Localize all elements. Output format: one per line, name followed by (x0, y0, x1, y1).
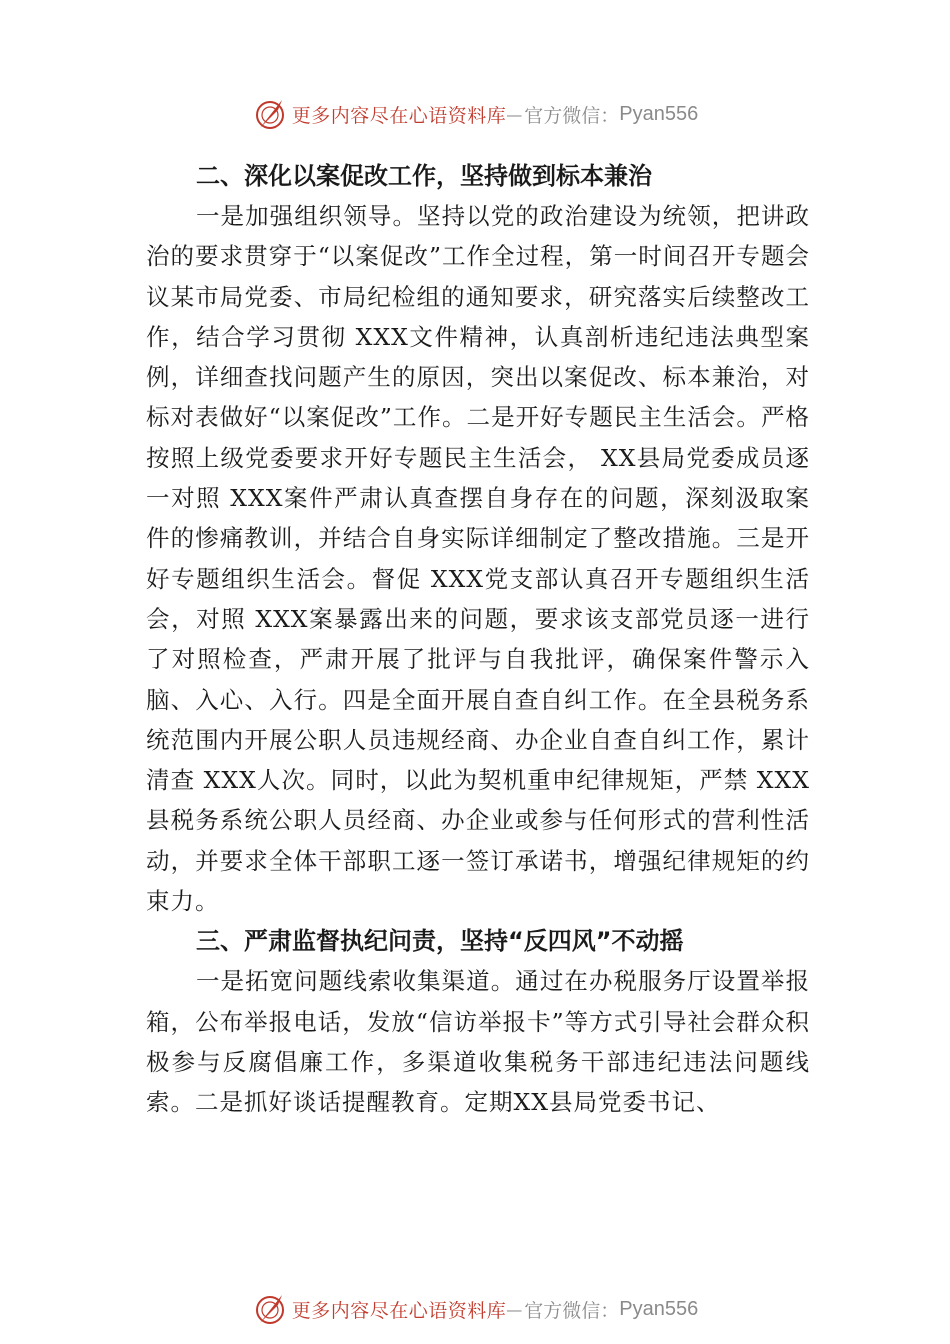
banner-wechat-id: Pyan556 (619, 102, 699, 125)
section-heading-2: 二、深化以案促改工作，坚持做到标本兼治 (196, 162, 652, 190)
header-watermark (0, 92, 950, 136)
banner-site-name: 更多内容尽在心语资料库 (291, 104, 507, 127)
footer-watermark (0, 1287, 950, 1331)
banner-wechat-label: 官方微信： (524, 1299, 620, 1322)
banner-wechat-id: Pyan556 (619, 1297, 699, 1320)
banner-site-name: 更多内容尽在心语资料库 (291, 1299, 507, 1322)
quill-seal-icon (252, 96, 288, 132)
section-heading-3: 三、严肃监督执纪问责，坚持“反四风”不动摇 (196, 927, 684, 956)
banner-separator: — (506, 1299, 523, 1319)
section-paragraph-3: 一是拓宽问题线索收集渠道。通过在办税服务厅设置举报箱，公布举报电话，发放“信访举报卡”等方式引导社会群众积极参与反腐倡廉工作，多渠道收集税务干部违纪违法问题线索。二是抓好谈话提醒教育。定期XX县局党委书记、 (146, 967, 810, 1117)
section-paragraph-2: 一是加强组织领导。坚持以党的政治建设为统领，把讲政治的要求贯穿于“以案促改”工作全过程，第一时间召开专题会议某市局党委、市局纪检组的通知要求，研究落实后续整改工作，结合学习贯彻 XXX文件精神，认真剖析违纪违法典型案例，详细查找问题产生的原因，突出以案促改、标本兼治，对标对表做好“以案促改”工作。二是开好专题民主生活会。严格按照上级党委要求开好专题民主生活会， XX县局党委成员逐一对照 XXX案件严肃认真查摆自身存在的问题，深刻汲取案件的惨痛教训，并结合自身实际详细制定了整改措施。三是开好专题组织生活会。督促 XXX党支部认真召开专题组织生活会，对照 XXX案暴露出来的问题，要求该支部党员逐一进行了对照检查，严肃开展了批评与自我批评，确保案件警示入脑、入心、入行。四是全面开展自查自纠工作。在全县税务系统范围内开展公职人员违规经商、办企业自查自纠工作，累计清查 XXX人次。同时，以此为契机重申纪律规矩，严禁 XXX县税务系统公职人员经商、办企业或参与任何形式的营利性活动，并要求全体干部职工逐一签订承诺书，增强纪律规矩的约束力。 (146, 202, 810, 916)
banner-wechat-label: 官方微信： (524, 104, 620, 127)
quill-seal-icon (252, 1291, 288, 1327)
document-body (146, 156, 810, 1123)
banner-separator: — (506, 104, 523, 124)
